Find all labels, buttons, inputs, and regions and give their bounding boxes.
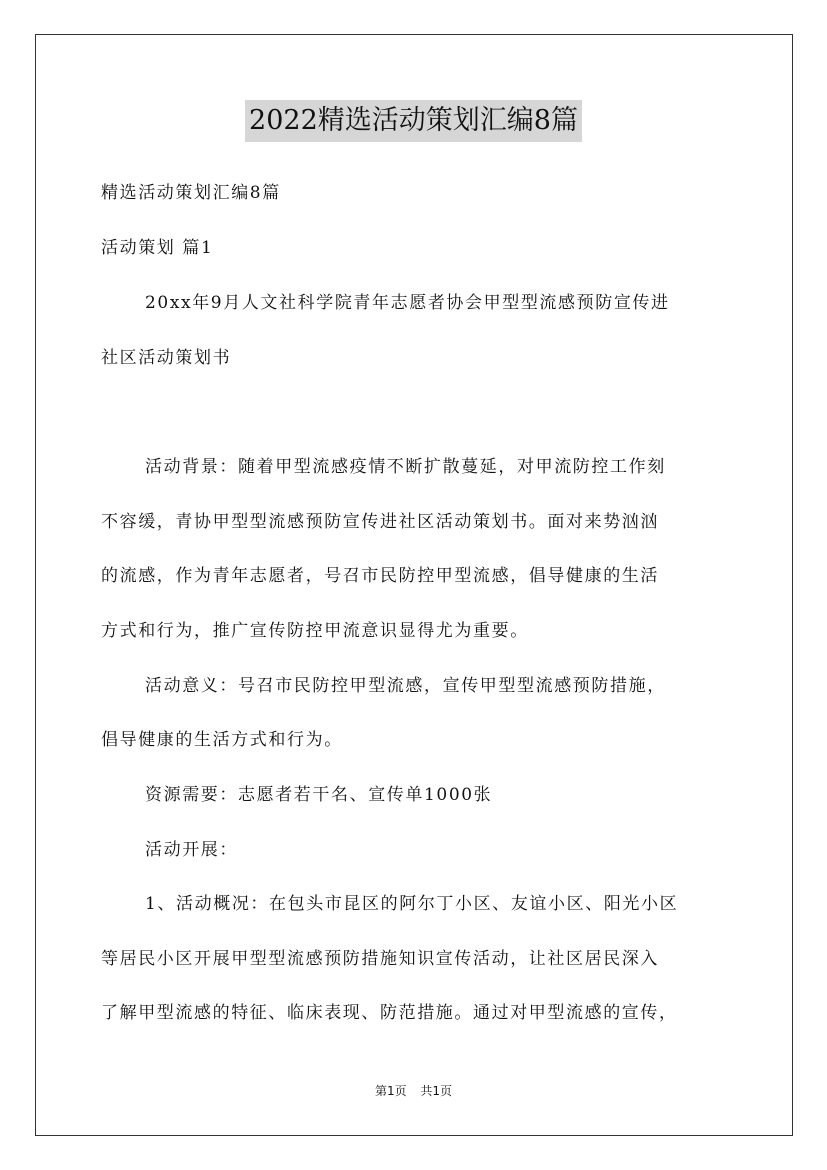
paragraph-line: 了解甲型流感的特征、临床表现、防范措施。通过对甲型流感的宣传， — [101, 1003, 678, 1023]
paragraph-line: 等居民小区开展甲型型流感预防措施知识宣传活动，让社区居民深入 — [101, 949, 659, 969]
paragraph-line: 方式和行为，推广宣传防控甲流意识显得尤为重要。 — [101, 621, 529, 641]
paragraph-line: 20xx年9月人文社科学院青年志愿者协会甲型型流感预防宣传进 — [145, 293, 670, 313]
paragraph-line: 不容缓，青协甲型型流感预防宣传进社区活动策划书。面对来势汹汹 — [101, 512, 659, 532]
title-container — [0, 100, 827, 142]
paragraph-line: 的流感，作为青年志愿者，号召市民防控甲型流感，倡导健康的生活 — [101, 566, 659, 586]
page-footer — [0, 1083, 827, 1099]
paragraph-line: 活动开展： — [145, 840, 238, 860]
page-number: 第1页 — [374, 1084, 407, 1098]
paragraph-line: 社区活动策划书 — [101, 348, 232, 368]
document-subtitle: 精选活动策划汇编8篇 — [101, 183, 281, 203]
document-title: 2022精选活动策划汇编8篇 — [245, 100, 582, 142]
paragraph-line: 活动意义：号召市民防控甲型流感，宣传甲型型流感预防措施， — [145, 676, 666, 696]
paragraph-line: 1、活动概况：在包头市昆区的阿尔丁小区、友谊小区、阳光小区 — [145, 894, 679, 914]
paragraph-line: 资源需要：志愿者若干名、宣传单1000张 — [145, 785, 493, 805]
section-heading: 活动策划 篇1 — [101, 238, 214, 258]
paragraph-line: 倡导健康的生活方式和行为。 — [101, 730, 343, 750]
page-total: 共1页 — [420, 1084, 453, 1098]
paragraph-line: 活动背景：随着甲型流感疫情不断扩散蔓延，对甲流防控工作刻 — [145, 457, 666, 477]
